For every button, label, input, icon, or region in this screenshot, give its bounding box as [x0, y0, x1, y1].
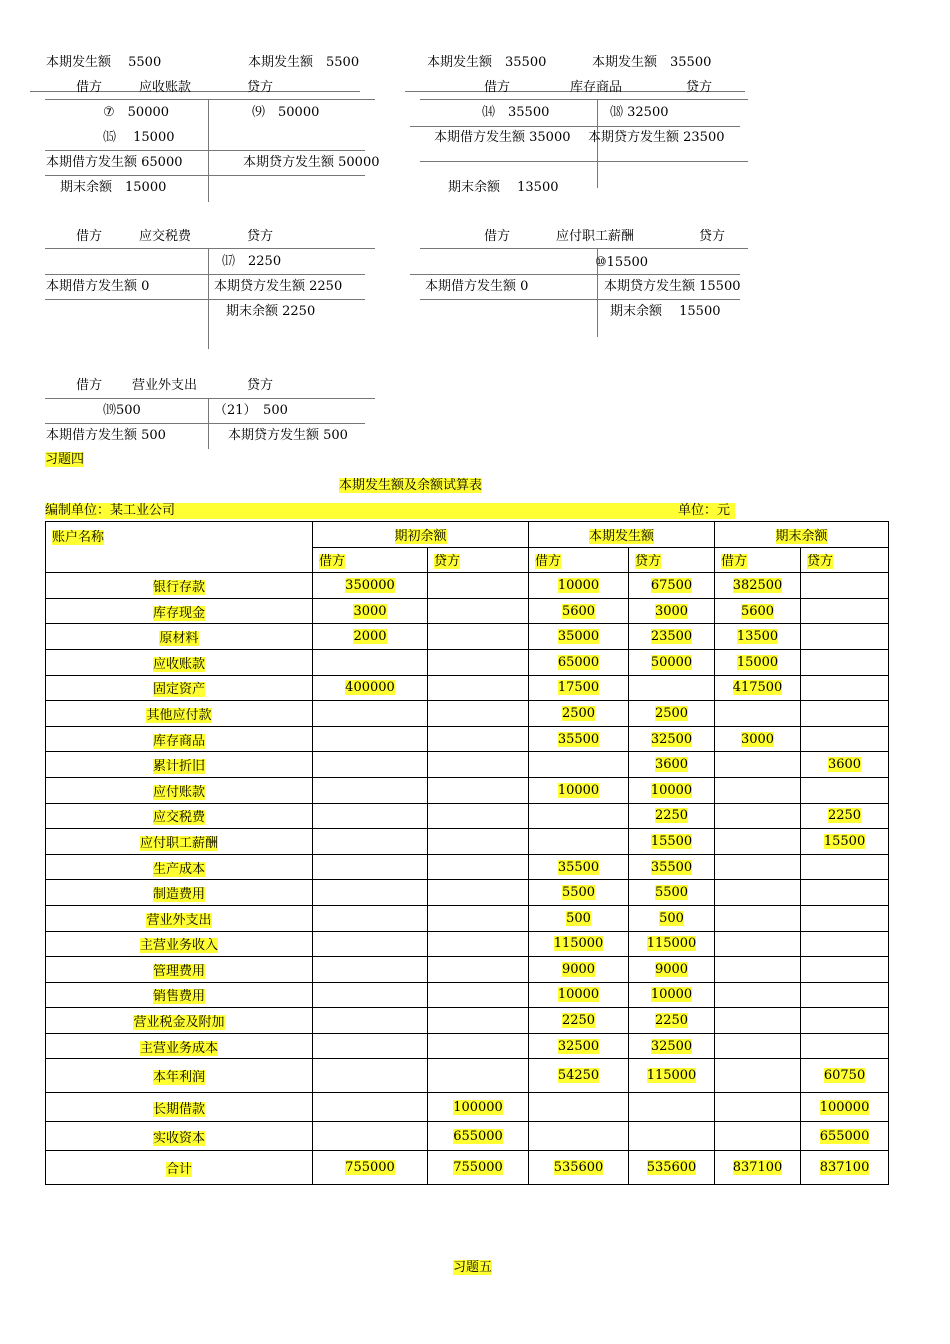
debit-subheader: 借方	[715, 547, 801, 573]
amount-cell: 837100	[715, 1151, 801, 1185]
amount-cell: 9000	[529, 957, 629, 983]
total-debit: 本期借方发生额 65000	[46, 155, 183, 170]
account-name-cell: 本年利润	[46, 1059, 313, 1093]
table-row	[46, 982, 889, 1008]
amount-cell	[715, 854, 801, 880]
amount-cell: 10000	[529, 777, 629, 803]
table-row	[46, 649, 889, 675]
amount-cell	[801, 905, 889, 931]
account-name-cell: 营业税金及附加	[46, 1008, 313, 1034]
account-name-cell: 长期借款	[46, 1093, 313, 1122]
amount-cell: 100000	[428, 1093, 529, 1122]
amount-cell: 2250	[629, 1008, 715, 1034]
account-name-cell: 库存现金	[46, 598, 313, 624]
amount-cell	[313, 1033, 428, 1059]
account-name-cell: 银行存款	[46, 573, 313, 599]
amount-cell	[801, 957, 889, 983]
amount-cell	[715, 957, 801, 983]
total-credit: 本期贷方发生额 23500	[588, 130, 725, 145]
opening-credit: 本期发生额 35500	[592, 55, 712, 70]
account-name-cell: 原材料	[46, 624, 313, 650]
amount-cell	[801, 598, 889, 624]
amount-cell	[313, 982, 428, 1008]
credit-label: 贷方	[699, 229, 726, 244]
divider	[45, 150, 365, 151]
amount-cell: 3600	[629, 752, 715, 778]
amount-cell: 115000	[629, 931, 715, 957]
amount-cell	[715, 829, 801, 855]
amount-cell	[801, 1008, 889, 1034]
table-row	[46, 777, 889, 803]
table-row	[46, 1008, 889, 1034]
amount-cell	[428, 752, 529, 778]
amount-cell	[428, 726, 529, 752]
amount-cell	[715, 880, 801, 906]
amount-cell: 5600	[715, 598, 801, 624]
amount-cell	[313, 752, 428, 778]
amount-cell	[801, 1033, 889, 1059]
account-name-cell: 库存商品	[46, 726, 313, 752]
account-name-cell: 实收资本	[46, 1122, 313, 1151]
divider	[420, 248, 748, 249]
total-debit: 本期借方发生额 500	[46, 428, 166, 443]
amount-cell	[801, 649, 889, 675]
amount-cell	[313, 726, 428, 752]
account-name: 库存商品	[570, 80, 623, 95]
divider	[45, 423, 365, 424]
amount-cell	[715, 752, 801, 778]
current-header: 本期发生额	[529, 522, 715, 548]
table-row	[46, 1122, 889, 1151]
account-name-cell: 生产成本	[46, 854, 313, 880]
amount-cell: 35500	[529, 726, 629, 752]
account-name-cell: 应付账款	[46, 777, 313, 803]
compiler-unit: 编制单位：某工业公司	[45, 503, 176, 518]
account-header: 账户名称	[46, 522, 313, 573]
table-row	[46, 803, 889, 829]
divider	[45, 175, 365, 176]
amount-cell: 15000	[715, 649, 801, 675]
amount-cell	[529, 1093, 629, 1122]
account-name: 营业外支出	[132, 378, 198, 393]
amount-cell: 35500	[529, 854, 629, 880]
amount-cell: 115000	[529, 931, 629, 957]
amount-cell	[313, 1008, 428, 1034]
account-name-cell: 管理费用	[46, 957, 313, 983]
amount-cell: 535600	[529, 1151, 629, 1185]
table-row	[46, 854, 889, 880]
amount-cell: 755000	[428, 1151, 529, 1185]
amount-cell: 15500	[801, 829, 889, 855]
amount-cell	[801, 854, 889, 880]
divider	[208, 100, 209, 202]
exercise-heading: 习题五	[453, 1260, 493, 1275]
amount-cell	[428, 1059, 529, 1093]
amount-cell	[715, 931, 801, 957]
amount-cell	[313, 1059, 428, 1093]
amount-cell: 32500	[529, 1033, 629, 1059]
account-name-cell: 累计折旧	[46, 752, 313, 778]
currency-unit: 单位：元	[678, 503, 731, 518]
table-row	[46, 1151, 889, 1185]
entry: ⒁ 35500	[482, 105, 550, 120]
entry: ⒂ 15000	[103, 130, 175, 145]
total-credit: 本期贷方发生额 2250	[214, 279, 343, 294]
amount-cell: 13500	[715, 624, 801, 650]
table-row	[46, 598, 889, 624]
credit-subheader: 贷方	[428, 547, 529, 573]
amount-cell: 10000	[629, 777, 715, 803]
debit-label: 借方	[484, 229, 511, 244]
amount-cell: 535600	[629, 1151, 715, 1185]
credit-subheader: 贷方	[801, 547, 889, 573]
amount-cell: 15500	[629, 829, 715, 855]
amount-cell: 2250	[629, 803, 715, 829]
table-row	[46, 573, 889, 599]
debit-label: 借方	[484, 80, 511, 95]
amount-cell	[529, 829, 629, 855]
amount-cell: 65000	[529, 649, 629, 675]
amount-cell: 10000	[529, 573, 629, 599]
amount-cell: 35000	[529, 624, 629, 650]
amount-cell	[313, 829, 428, 855]
amount-cell: 655000	[801, 1122, 889, 1151]
divider	[45, 274, 365, 275]
total-debit: 本期借方发生额 0	[425, 279, 529, 294]
table-row	[46, 957, 889, 983]
divider	[45, 99, 375, 100]
amount-cell	[313, 880, 428, 906]
credit-label: 贷方	[686, 80, 713, 95]
amount-cell	[428, 675, 529, 701]
amount-cell: 50000	[629, 649, 715, 675]
amount-cell	[801, 624, 889, 650]
divider	[420, 299, 740, 300]
amount-cell: 2250	[529, 1008, 629, 1034]
amount-cell	[715, 905, 801, 931]
amount-cell: 100000	[801, 1093, 889, 1122]
amount-cell	[801, 880, 889, 906]
entry: ⑩15500	[595, 255, 649, 270]
amount-cell	[313, 777, 428, 803]
amount-cell: 2000	[313, 624, 428, 650]
amount-cell: 32500	[629, 726, 715, 752]
ending-balance: 期末余额 13500	[448, 180, 559, 195]
amount-cell	[313, 803, 428, 829]
amount-cell	[715, 1122, 801, 1151]
amount-cell: 655000	[428, 1122, 529, 1151]
account-name-cell: 应付职工薪酬	[46, 829, 313, 855]
amount-cell: 23500	[629, 624, 715, 650]
amount-cell: 500	[629, 905, 715, 931]
debit-subheader: 借方	[529, 547, 629, 573]
amount-cell	[629, 1122, 715, 1151]
divider	[208, 399, 209, 449]
account-name-cell: 营业外支出	[46, 905, 313, 931]
opening-debit: 本期发生额 5500	[46, 55, 162, 70]
ending-balance: 期末余额 15000	[60, 180, 167, 195]
divider	[410, 274, 740, 275]
table-row	[46, 880, 889, 906]
amount-cell	[801, 726, 889, 752]
credit-subheader: 贷方	[629, 547, 715, 573]
amount-cell: 837100	[801, 1151, 889, 1185]
total-debit: 本期借方发生额 0	[46, 279, 150, 294]
amount-cell	[715, 982, 801, 1008]
debit-label: 借方	[76, 378, 103, 393]
table-row	[46, 1093, 889, 1122]
amount-cell: 500	[529, 905, 629, 931]
amount-cell: 54250	[529, 1059, 629, 1093]
account-name-cell: 主营业务收入	[46, 931, 313, 957]
amount-cell: 755000	[313, 1151, 428, 1185]
table-row	[46, 726, 889, 752]
amount-cell: 10000	[629, 982, 715, 1008]
table-row	[46, 905, 889, 931]
total-debit: 本期借方发生额 35000	[434, 130, 571, 145]
amount-cell: 417500	[715, 675, 801, 701]
total-credit: 本期贷方发生额 500	[228, 428, 348, 443]
table-row	[46, 752, 889, 778]
account-name-cell: 固定资产	[46, 675, 313, 701]
amount-cell	[313, 1093, 428, 1122]
amount-cell	[428, 573, 529, 599]
table-row	[46, 701, 889, 727]
amount-cell	[715, 777, 801, 803]
amount-cell	[313, 957, 428, 983]
amount-cell	[428, 803, 529, 829]
amount-cell: 3000	[629, 598, 715, 624]
amount-cell: 3000	[313, 598, 428, 624]
amount-cell	[715, 803, 801, 829]
amount-cell: 9000	[629, 957, 715, 983]
amount-cell	[715, 1093, 801, 1122]
table-row	[46, 1059, 889, 1093]
amount-cell	[313, 905, 428, 931]
total-credit: 本期贷方发生额 15500	[604, 279, 741, 294]
amount-cell: 3000	[715, 726, 801, 752]
amount-cell	[801, 573, 889, 599]
divider	[45, 299, 365, 300]
amount-cell	[313, 649, 428, 675]
amount-cell	[801, 931, 889, 957]
account-name: 应交税费	[139, 229, 192, 244]
amount-cell: 115000	[629, 1059, 715, 1093]
credit-label: 贷方	[247, 80, 274, 95]
amount-cell	[313, 854, 428, 880]
debit-label: 借方	[76, 80, 103, 95]
amount-cell: 3600	[801, 752, 889, 778]
table-row	[46, 931, 889, 957]
amount-cell	[715, 1008, 801, 1034]
amount-cell: 17500	[529, 675, 629, 701]
amount-cell	[428, 982, 529, 1008]
amount-cell	[629, 675, 715, 701]
account-name-cell: 销售费用	[46, 982, 313, 1008]
entry: ⒅ 32500	[610, 105, 669, 120]
debit-subheader: 借方	[313, 547, 428, 573]
divider	[45, 248, 375, 249]
amount-cell	[428, 649, 529, 675]
table-row	[46, 624, 889, 650]
amount-cell: 67500	[629, 573, 715, 599]
amount-cell	[801, 777, 889, 803]
amount-cell	[428, 777, 529, 803]
entry: （21） 500	[214, 403, 288, 418]
amount-cell: 60750	[801, 1059, 889, 1093]
amount-cell: 350000	[313, 573, 428, 599]
amount-cell: 32500	[629, 1033, 715, 1059]
table-title: 本期发生额及余额试算表	[339, 478, 483, 493]
amount-cell	[428, 957, 529, 983]
amount-cell: 5500	[629, 880, 715, 906]
amount-cell	[313, 701, 428, 727]
table-row	[46, 1033, 889, 1059]
table-row	[46, 675, 889, 701]
amount-cell	[428, 701, 529, 727]
amount-cell: 2500	[629, 701, 715, 727]
amount-cell	[428, 854, 529, 880]
amount-cell	[428, 1008, 529, 1034]
entry: ⑦ 50000	[103, 105, 170, 120]
ending-balance: 期末余额 2250	[226, 304, 316, 319]
amount-cell	[313, 931, 428, 957]
account-name: 应付职工薪酬	[556, 229, 635, 244]
amount-cell	[629, 1093, 715, 1122]
account-name-cell: 制造费用	[46, 880, 313, 906]
amount-cell	[715, 1059, 801, 1093]
amount-cell	[313, 1122, 428, 1151]
amount-cell	[428, 880, 529, 906]
amount-cell	[801, 982, 889, 1008]
amount-cell	[428, 829, 529, 855]
amount-cell	[428, 905, 529, 931]
credit-label: 贷方	[247, 378, 274, 393]
amount-cell: 382500	[715, 573, 801, 599]
amount-cell	[529, 752, 629, 778]
amount-cell	[801, 701, 889, 727]
divider	[410, 126, 740, 127]
amount-cell	[428, 1033, 529, 1059]
amount-cell	[529, 803, 629, 829]
amount-cell: 5600	[529, 598, 629, 624]
amount-cell: 10000	[529, 982, 629, 1008]
header-row	[46, 522, 889, 548]
amount-cell	[428, 624, 529, 650]
amount-cell	[428, 598, 529, 624]
account-name-cell: 其他应付款	[46, 701, 313, 727]
amount-cell	[715, 701, 801, 727]
opening-credit: 本期发生额 5500	[248, 55, 360, 70]
divider	[45, 398, 375, 399]
amount-cell	[529, 1122, 629, 1151]
ending-balance: 期末余额 15500	[610, 304, 721, 319]
debit-label: 借方	[76, 229, 103, 244]
entry: ⒆500	[103, 403, 141, 418]
divider	[420, 99, 748, 100]
exercise-heading: 习题四	[45, 452, 85, 467]
entry: ⑼ 50000	[252, 105, 320, 120]
entry: ⒄ 2250	[222, 254, 282, 269]
divider	[420, 161, 748, 162]
ending-header: 期末余额	[715, 522, 889, 548]
account-name: 应收账款	[139, 80, 192, 95]
amount-cell: 2250	[801, 803, 889, 829]
account-name-cell: 应收账款	[46, 649, 313, 675]
opening-debit: 本期发生额 35500	[427, 55, 547, 70]
amount-cell: 400000	[313, 675, 428, 701]
total-credit: 本期贷方发生额 50000	[243, 155, 380, 170]
credit-label: 贷方	[247, 229, 274, 244]
trial-balance-table	[45, 521, 889, 1185]
account-name-cell: 主营业务成本	[46, 1033, 313, 1059]
account-name-cell: 合计	[46, 1151, 313, 1185]
amount-cell	[715, 1033, 801, 1059]
table-row	[46, 829, 889, 855]
opening-header: 期初余额	[313, 522, 529, 548]
account-name-cell: 应交税费	[46, 803, 313, 829]
amount-cell: 5500	[529, 880, 629, 906]
amount-cell: 35500	[629, 854, 715, 880]
amount-cell	[428, 931, 529, 957]
amount-cell: 2500	[529, 701, 629, 727]
amount-cell	[801, 675, 889, 701]
